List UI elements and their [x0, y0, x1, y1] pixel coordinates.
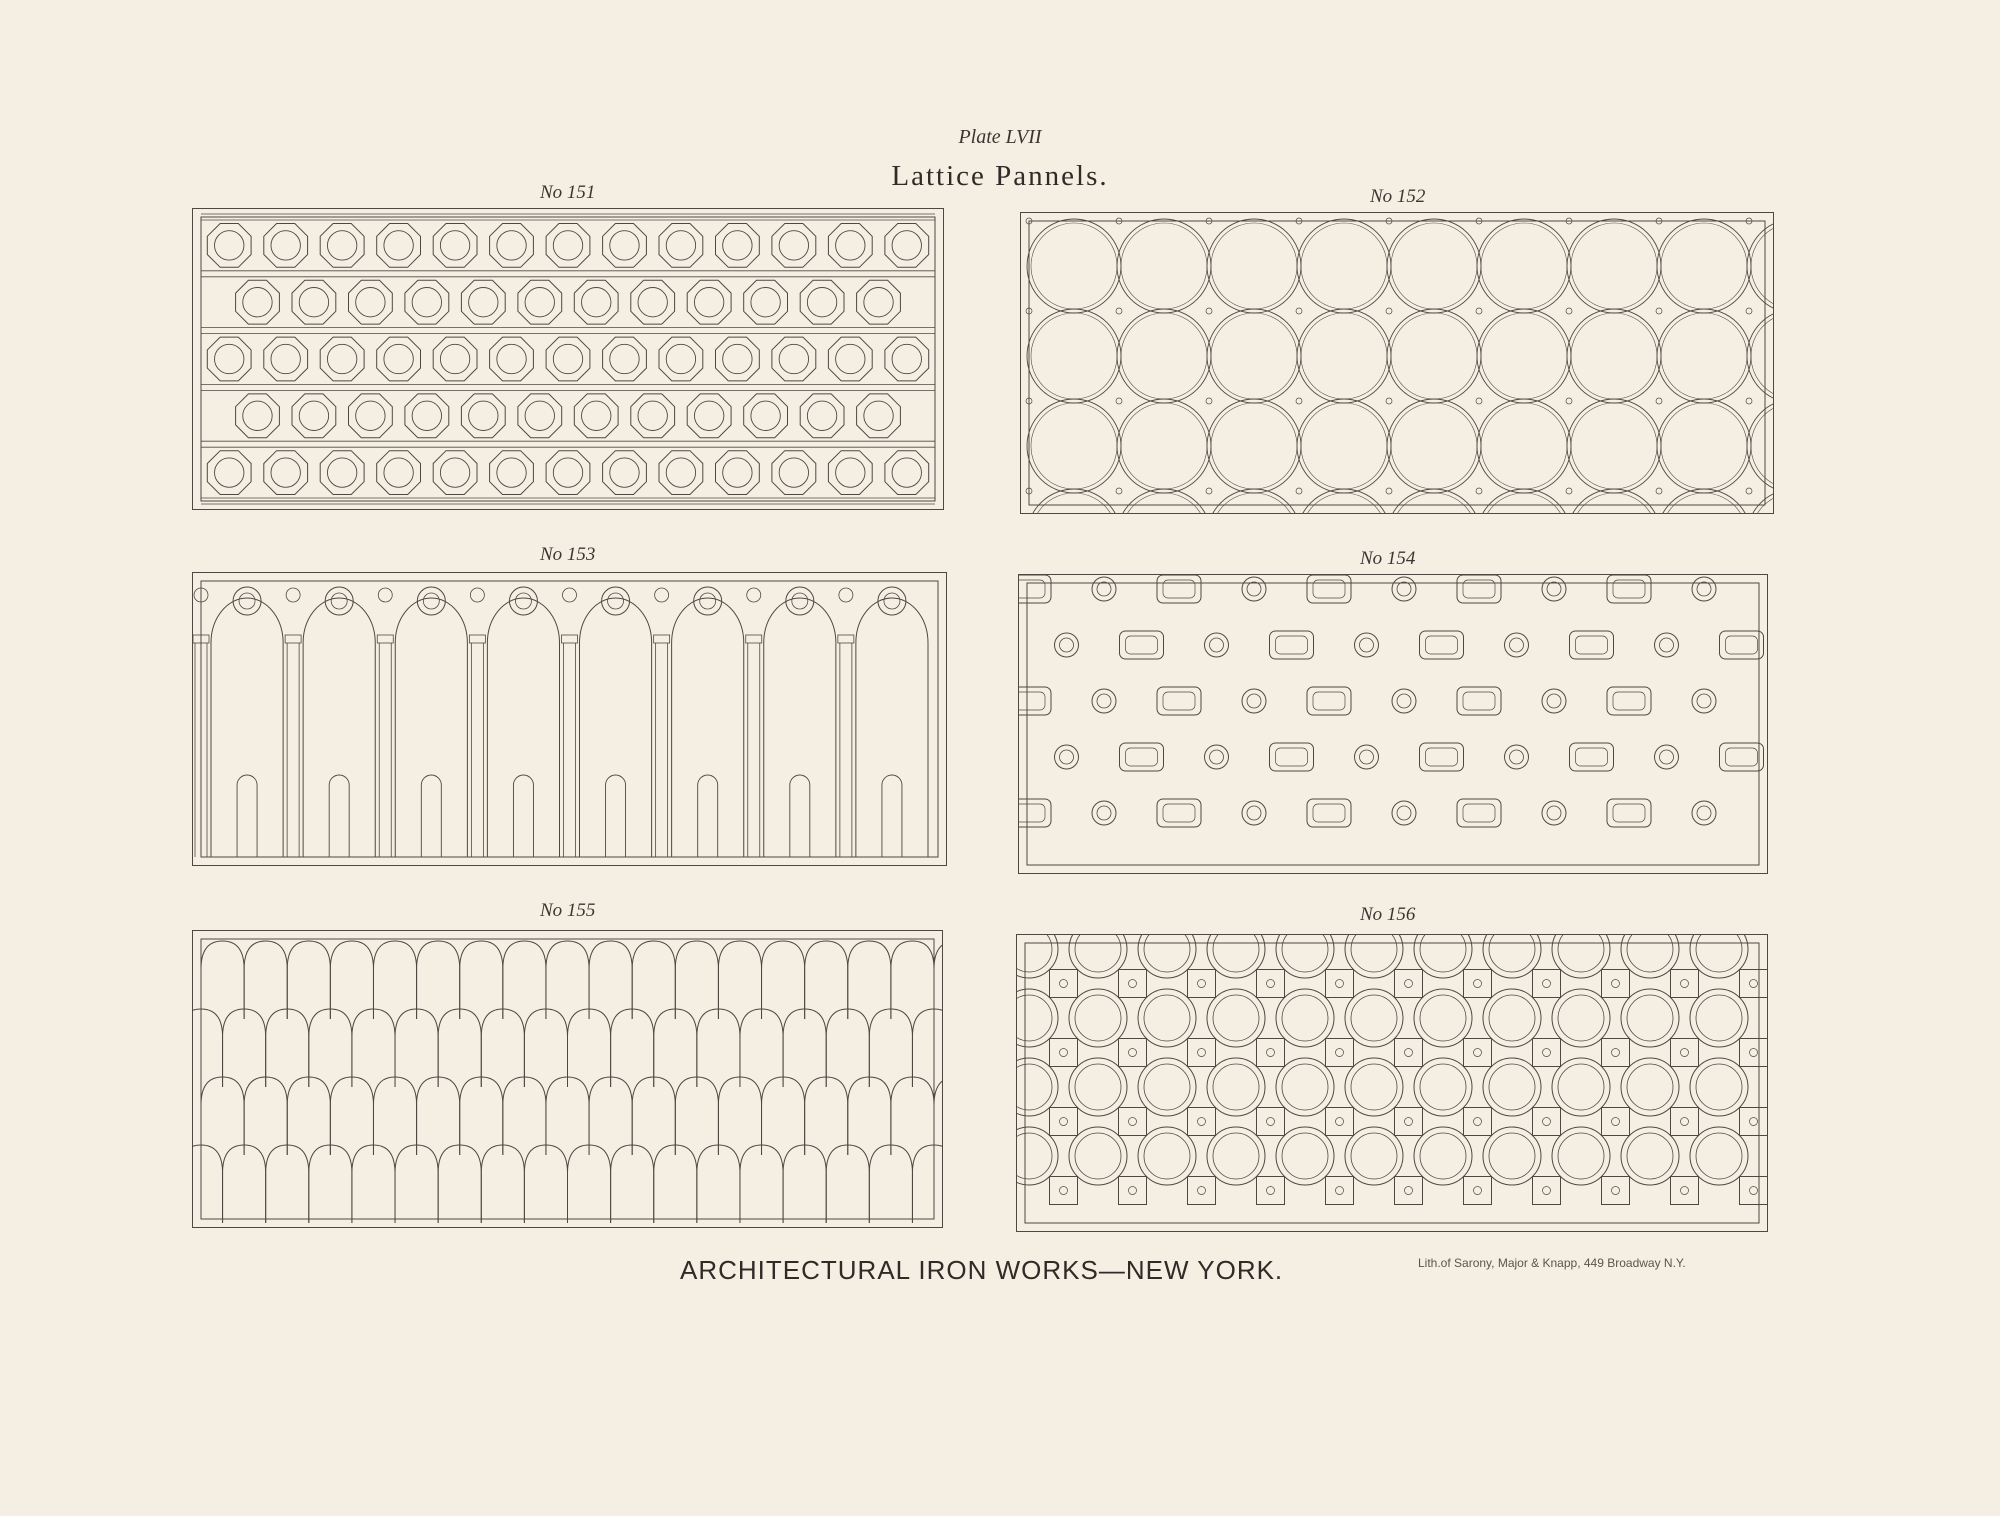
- lattice-panel-153: [192, 572, 947, 866]
- plate-number: Plate LVII: [958, 126, 1042, 148]
- panel-label-154: No 154: [1360, 548, 1416, 569]
- panel-152-drawing: [1021, 213, 1773, 513]
- panel-154-drawing: [1019, 575, 1767, 873]
- panel-label-156: No 156: [1360, 904, 1416, 925]
- panel-label-153: No 153: [540, 544, 596, 565]
- lattice-panel-152: [1020, 212, 1774, 514]
- lattice-panel-151: [192, 208, 944, 510]
- panel-156-drawing: [1017, 935, 1767, 1231]
- panel-label-151: No 151: [540, 182, 596, 203]
- panel-label-155: No 155: [540, 900, 596, 921]
- plate-title: Lattice Pannels.: [891, 160, 1109, 192]
- lattice-panel-155: [192, 930, 943, 1228]
- panel-label-152: No 152: [1370, 186, 1426, 207]
- lattice-panel-156: [1016, 934, 1768, 1232]
- panel-155-drawing: [193, 931, 942, 1227]
- lithographer-credit: Lith.of Sarony, Major & Knapp, 449 Broadway N.Y.: [1418, 1256, 1686, 1270]
- panel-153-drawing: [193, 573, 946, 865]
- lattice-panel-154: [1018, 574, 1768, 874]
- panel-151-drawing: [193, 209, 943, 509]
- footer-title: ARCHITECTURAL IRON WORKS—NEW YORK.: [680, 1255, 1284, 1285]
